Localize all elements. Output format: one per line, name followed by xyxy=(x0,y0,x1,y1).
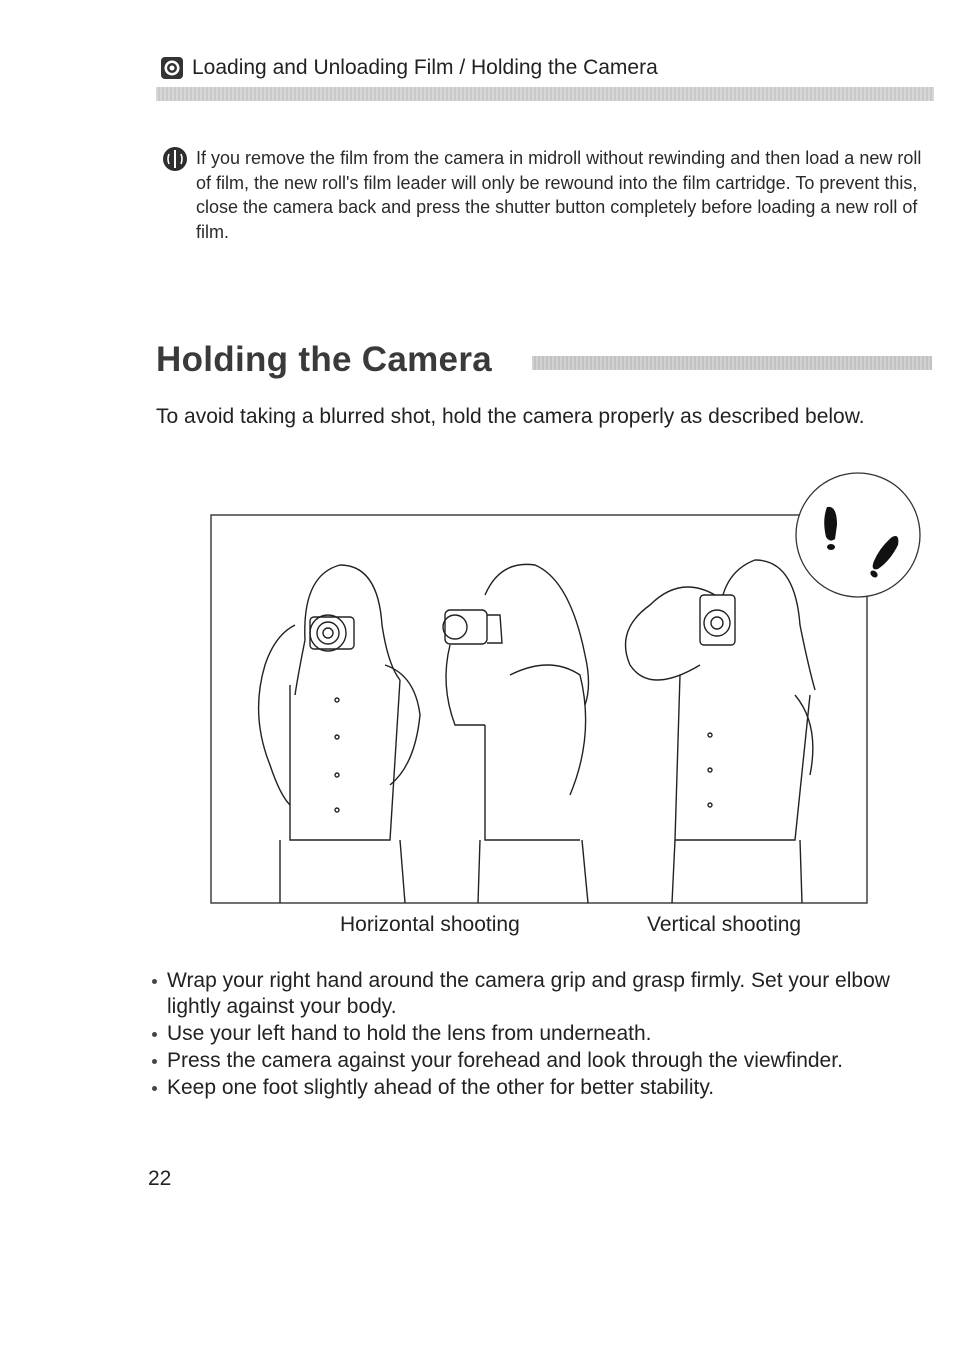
holding-camera-illustration xyxy=(210,465,930,915)
list-item: Wrap your right hand around the camera grip and grasp firmly. Set your elbow lightly against your body. xyxy=(150,968,930,1020)
page-number: 22 xyxy=(148,1167,172,1190)
caution-icon xyxy=(162,146,188,172)
figure-horizontal-side xyxy=(443,564,589,903)
figure-vertical xyxy=(626,560,816,903)
instruction-list xyxy=(150,968,930,1102)
list-item: Use your left hand to hold the lens from underneath. xyxy=(150,1021,930,1047)
intro-paragraph: To avoid taking a blurred shot, hold the camera properly as described below. xyxy=(156,405,865,428)
header-title: Loading and Unloading Film / Holding the Camera xyxy=(192,56,658,79)
header-divider xyxy=(156,87,934,101)
caution-text: If you remove the film from the camera in midroll without rewinding and then load a new roll of film, the new roll's film leader will only be rewound into the film cartridge. To prevent this, close the camera back and press the shutter button completely before loading a new roll of film. xyxy=(196,148,922,242)
figure-horizontal-front xyxy=(259,565,420,903)
illustration-svg xyxy=(210,465,930,915)
running-header xyxy=(160,56,658,80)
list-item: Press the camera against your forehead and look through the viewfinder. xyxy=(150,1048,930,1074)
footprints-inset xyxy=(796,473,920,597)
film-cartridge-icon xyxy=(160,56,184,80)
caption-horizontal: Horizontal shooting xyxy=(340,913,520,936)
caution-note xyxy=(162,146,922,244)
title-divider xyxy=(532,356,932,370)
caption-vertical: Vertical shooting xyxy=(647,913,802,936)
list-item: Keep one foot slightly ahead of the other for better stability. xyxy=(150,1075,930,1101)
section-title: Holding the Camera xyxy=(156,340,493,379)
